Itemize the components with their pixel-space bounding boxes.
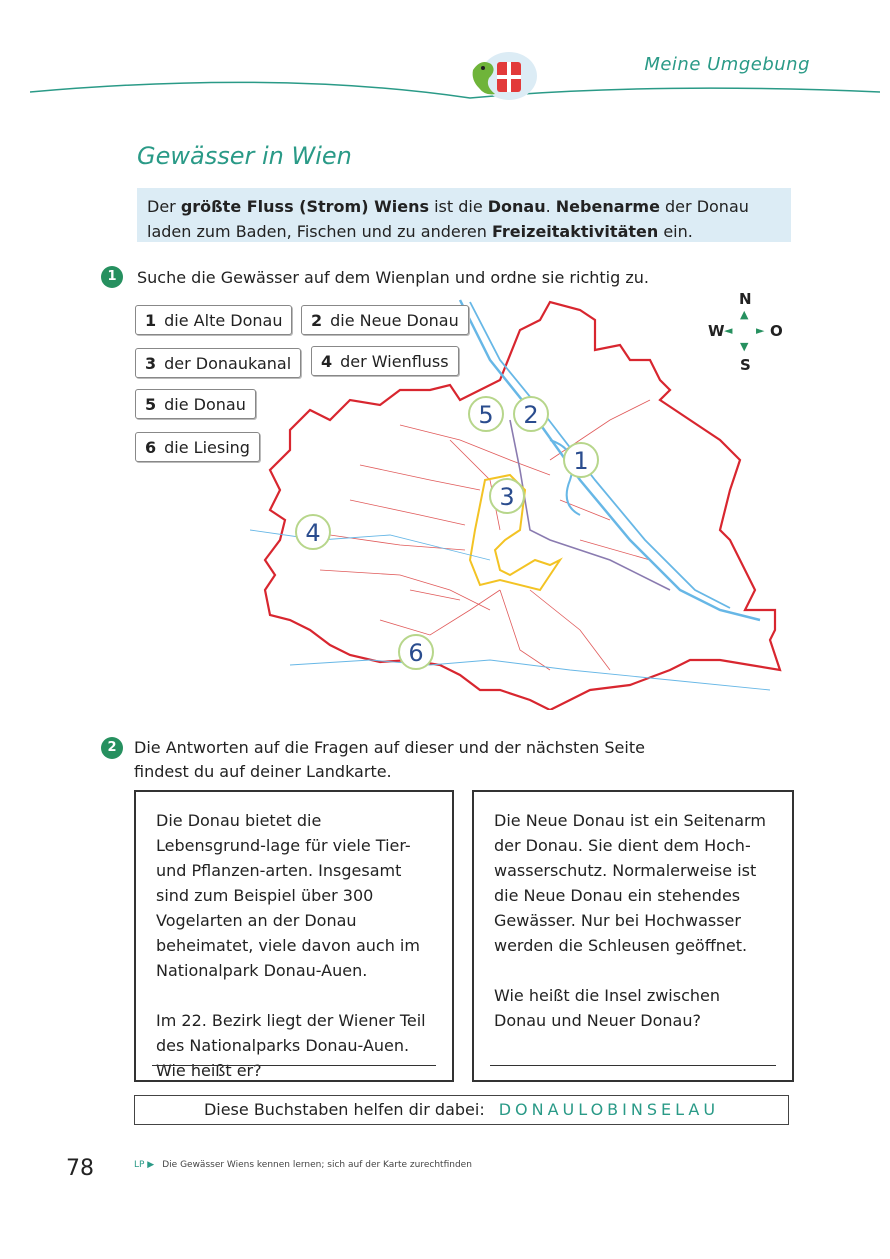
section-title: Meine Umgebung	[644, 54, 810, 75]
footer-note: LP ▶ Die Gewässer Wiens kennen lernen; sich auf der Karte zurechtfinden	[134, 1160, 472, 1170]
label-wienfluss[interactable]: 4 der Wienfluss	[311, 346, 459, 376]
task-1-text: Suche die Gewässer auf dem Wienplan und ordne sie richtig zu.	[137, 268, 649, 287]
arrow-up-icon: ▲	[740, 308, 749, 321]
task-2-line-2: findest du auf deiner Landkarte.	[134, 762, 392, 781]
card-left-text: Die Donau bietet die Lebensgrund-lage für viele Tier- und Pflanzen-arten. Insgesamt sind zum Beispiel über 300 Vogelarten an der Donau beheimatet, viele davon auch im Nationalpark Donau-Auen.	[156, 811, 420, 980]
map-marker-5: 5	[468, 396, 504, 432]
label-donau[interactable]: 5 die Donau	[135, 389, 256, 419]
card-nationalpark	[134, 790, 454, 1082]
compass-north: N	[739, 290, 752, 308]
task-2-number: 2	[101, 737, 123, 759]
label-liesing[interactable]: 6 die Liesing	[135, 432, 260, 462]
task-2-line-1: Die Antworten auf die Fragen auf dieser und der nächsten Seite	[134, 738, 645, 757]
compass-south: S	[740, 356, 751, 374]
map-marker-4: 4	[295, 514, 331, 550]
label-neue-donau[interactable]: 2 die Neue Donau	[301, 305, 469, 335]
task-1-number: 1	[101, 266, 123, 288]
arrow-left-icon: ◄	[724, 324, 733, 337]
card-right-question: Wie heißt die Insel zwischen Donau und Neuer Donau?	[494, 986, 720, 1030]
intro-box: Der größte Fluss (Strom) Wiens ist die Donau. Nebenarme der Donau laden zum Baden, Fischen und zu anderen Freizeitaktivitäten ein.	[137, 188, 791, 242]
label-alte-donau[interactable]: 1 die Alte Donau	[135, 305, 292, 335]
page-title: Gewässer in Wien	[137, 142, 352, 170]
answer-line-left[interactable]	[152, 1065, 436, 1066]
compass-east: O	[770, 322, 783, 340]
dragon-vienna-logo-icon	[463, 48, 539, 104]
card-right-text: Die Neue Donau ist ein Seitenarm der Donau. Sie dient dem Hoch-wasserschutz. Normalerweise ist die Neue Donau ein stehendes Gewässer. Nur bei Hochwasser werden die Schleusen geöffnet.	[494, 811, 766, 955]
arrow-right-icon: ►	[756, 324, 765, 337]
card-left-question: Im 22. Bezirk liegt der Wiener Teil des Nationalparks Donau-Auen. Wie heißt er?	[156, 1011, 426, 1080]
compass-west: W	[708, 322, 725, 340]
arrow-down-icon: ▼	[740, 340, 749, 353]
letters-hint-box	[134, 1095, 789, 1125]
map-marker-1: 1	[563, 442, 599, 478]
page-number: 78	[66, 1156, 94, 1181]
label-donaukanal[interactable]: 3 der Donaukanal	[135, 348, 301, 378]
hint-label: Diese Buchstaben helfen dir dabei:	[203, 1100, 485, 1119]
hint-letters: DONAULOBINSELAU	[498, 1100, 720, 1119]
card-neue-donau	[472, 790, 794, 1082]
map-marker-2: 2	[513, 396, 549, 432]
compass-rose	[704, 290, 784, 380]
map-marker-6: 6	[398, 634, 434, 670]
map-marker-3: 3	[489, 478, 525, 514]
answer-line-right[interactable]	[490, 1065, 776, 1066]
